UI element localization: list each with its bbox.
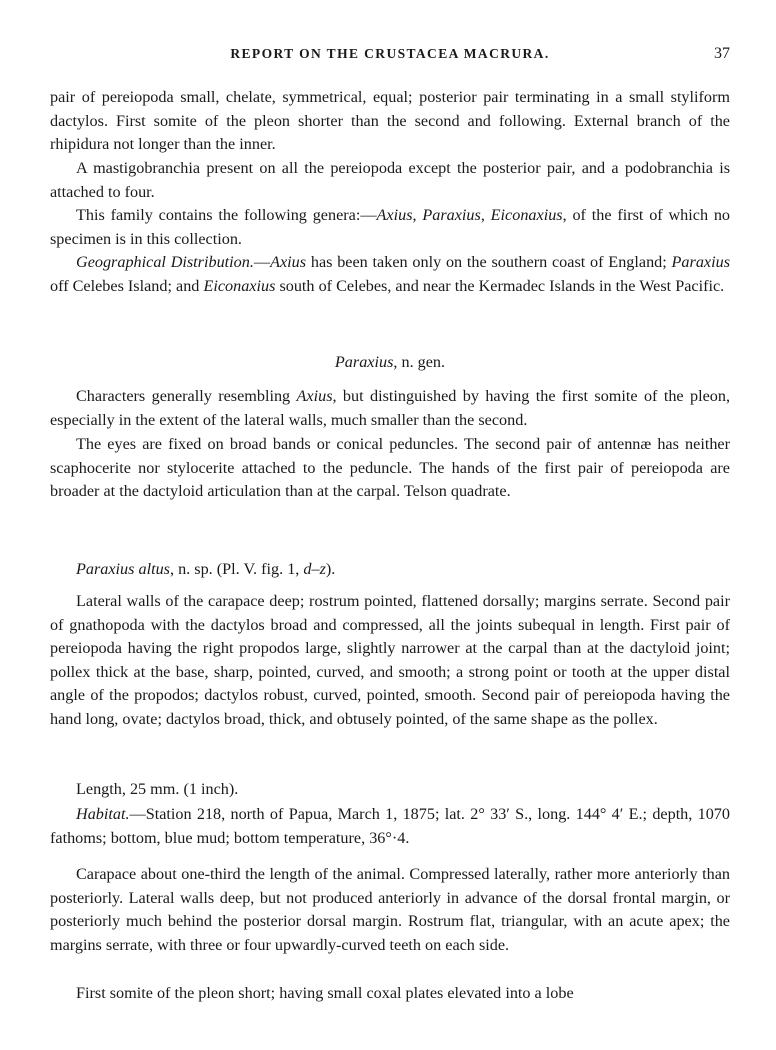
species-heading (50, 558, 730, 582)
text-span: south of Celebes, and near the Kermadec Islands in the West Pacific. (275, 276, 725, 295)
text-span: Characters generally resembling (76, 387, 297, 405)
genus-name: Eiconaxius (490, 206, 563, 224)
carapace-paragraph: Carapace about one-third the length of the animal. Compressed laterally, rather more anteriorly than posteriorly. Lateral walls deep, but not produced anteriorly in advance of the dorsal frontal margin, or posteriorly much behind the posterior dorsal margin. Rostrum flat, triangular, with an acute apex; the margins serrate, with three or four upwardly-curved teeth on each side. (50, 865, 730, 954)
genus-name: Paraxius (422, 206, 481, 224)
genus-heading (50, 351, 730, 375)
family-characters-paragraph: pair of pereiopoda small, chelate, symmetrical, equal; posterior pair terminating in a small styliform dactylos. First somite of the pleon shorter than the second and following. External branch of the rhipidura not longer than the inner. (50, 88, 730, 154)
distribution-paragraph (50, 251, 730, 298)
text-span: off Celebes Island; and (50, 276, 204, 295)
page-header (50, 46, 730, 66)
text-span: , (480, 206, 491, 224)
habitat-paragraph (50, 803, 730, 850)
genus-eyes-paragraph: The eyes are fixed on broad bands or conical peduncles. The second pair of antennæ has neither scaphocerite nor stylocerite attached to the peduncle. The hands of the first pair of pereiopoda are broader at the dactyloid articulation than at the carpal. Telson quadrate. (50, 435, 730, 501)
text-span: , of the first of which no specimen is in this collection. (50, 206, 731, 248)
species-description-paragraph: Lateral walls of the carapace deep; rostrum pointed, flattened dorsally; margins serrate. Second pair of gnathopoda with the dactylos broad and compressed, all the joints subequal in length. First pair of pereiopoda having the right propodos large, slightly narrower at the carpal than at the dactyloid joint; pollex thick at the base, sharp, pointed, curved, and smooth; a strong point or tooth at the upper distal angle of the propodos; dactylos robust, curved, pointed, smooth. Second pair of pereiopoda having the hand long, ovate; dactylos broad, thick, and obtusely pointed, of the same shape as the pollex. (50, 592, 730, 728)
species-length: Length, 25 mm. (1 inch). (76, 780, 239, 798)
text-span: — (253, 253, 271, 271)
genera-paragraph (50, 204, 730, 251)
genus-name: Paraxius (671, 253, 730, 271)
page-number: 37 (714, 45, 730, 62)
text-span: Station 218, north of Papua, March 1, 1875; lat. 2° 33′ S., long. 144° 4′ E.; depth, 1070 fathoms; bottom, blue mud; bottom temperature, 36°·4. (50, 805, 730, 847)
mastigobranchia-paragraph: A mastigobranchia present on all the pereiopoda except the posterior pair, and a podobranchia is attached to four. (50, 159, 730, 201)
section-label: Habitat. (76, 805, 130, 823)
text-span: , but distinguished by having the first somite of the pleon, especially in the extent of the lateral walls, much smaller than the second. (50, 387, 730, 429)
genus-name: Axius (270, 253, 307, 271)
running-head: REPORT ON THE CRUSTACEA MACRURA. (230, 46, 550, 61)
text-span: , n. gen. (393, 353, 446, 371)
genus-name: Axius (376, 206, 413, 224)
figure-reference: d–z (303, 560, 326, 578)
genus-name: Paraxius (334, 353, 394, 371)
text-span: has been taken only on the southern coast of England; (306, 253, 672, 271)
text-span: — (129, 805, 146, 823)
genus-name: Axius (296, 387, 333, 405)
text-span: , n. sp. (Pl. V. fig. 1, (169, 560, 304, 578)
text-span: This family contains the following genera:— (76, 206, 377, 224)
text-span: , (412, 206, 423, 224)
genus-characters-paragraph (50, 385, 730, 432)
genus-name: Eiconaxius (203, 276, 276, 295)
text-span: ). (325, 560, 336, 578)
pleon-paragraph: First somite of the pleon short; having small coxal plates elevated into a lobe (76, 984, 574, 1002)
species-name: Paraxius altus (76, 560, 170, 578)
section-label: Geographical Distribution. (76, 253, 254, 271)
